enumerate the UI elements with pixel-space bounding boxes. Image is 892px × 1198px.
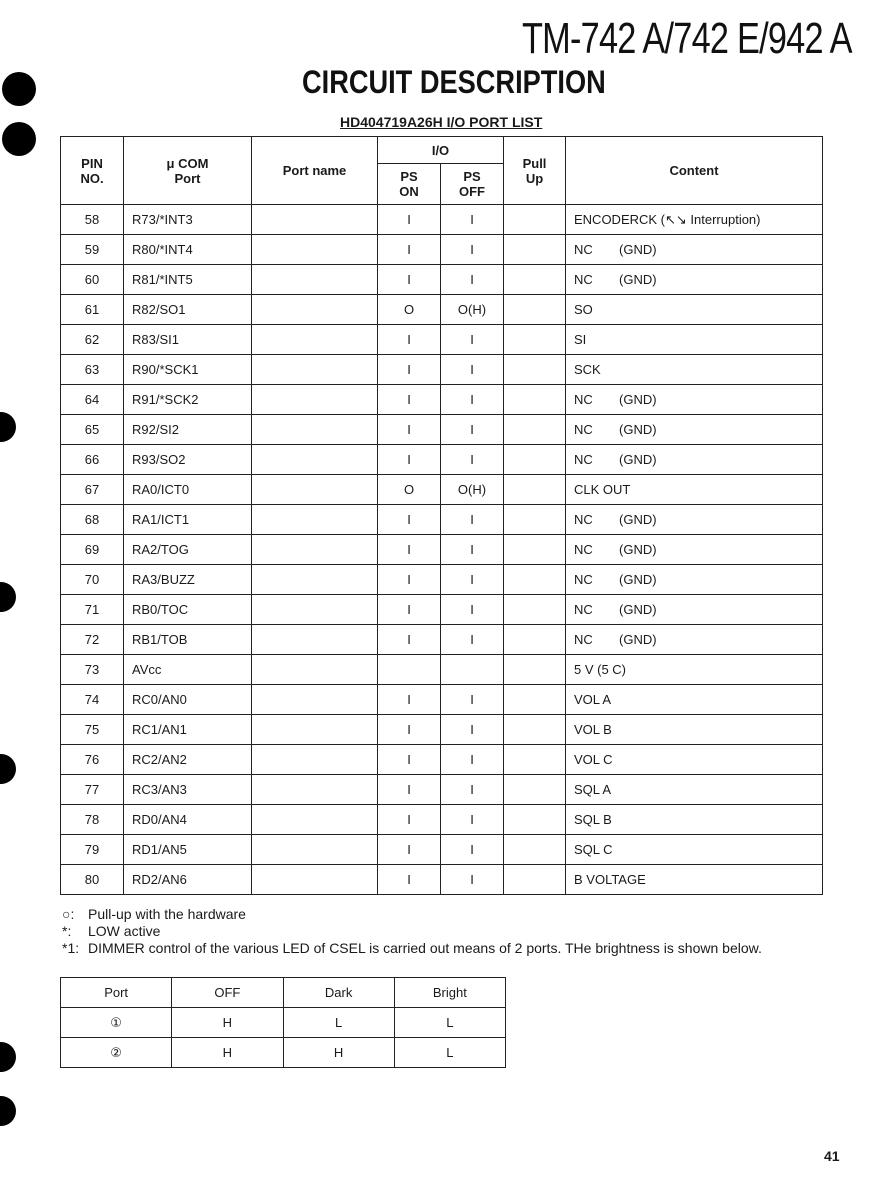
- content-cell: [566, 655, 823, 685]
- ucom-port-cell: RD0/AN4: [124, 805, 252, 835]
- content-text: CLK OUT: [574, 482, 631, 497]
- port-name-cell: [252, 505, 378, 535]
- pin-cell: 61: [61, 295, 124, 325]
- pull-up-cell: [504, 295, 566, 325]
- ps-on-cell: I: [378, 685, 441, 715]
- binder-hole-side-2: [0, 582, 16, 612]
- ps-on-cell: I: [378, 805, 441, 835]
- content-text: NC: [574, 392, 593, 407]
- content-text: SQL B: [574, 812, 612, 827]
- dimmer-header-cell: Bright: [394, 978, 505, 1008]
- port-name-cell: [252, 295, 378, 325]
- port-name-cell: [252, 775, 378, 805]
- ucom-port-cell: R81/*INT5: [124, 265, 252, 295]
- content-cell: [566, 565, 823, 595]
- table-row: [61, 415, 823, 445]
- pull-up-cell: [504, 325, 566, 355]
- ps-on-cell: I: [378, 385, 441, 415]
- ps-off-cell: I: [441, 715, 504, 745]
- ps-off-cell: I: [441, 775, 504, 805]
- ps-on-cell: I: [378, 835, 441, 865]
- table-row: [61, 805, 823, 835]
- content-text: VOL C: [574, 752, 613, 767]
- content-text: NC: [574, 422, 593, 437]
- pull-up-cell: [504, 445, 566, 475]
- pull-up-cell: [504, 865, 566, 895]
- ps-on-cell: O: [378, 295, 441, 325]
- pin-cell: 74: [61, 685, 124, 715]
- pull-up-cell: [504, 745, 566, 775]
- ucom-port-header: μ COM Port: [124, 137, 252, 205]
- pull-up-cell: [504, 505, 566, 535]
- pin-cell: 72: [61, 625, 124, 655]
- table-row: [61, 745, 823, 775]
- content-cell: [566, 805, 823, 835]
- ps-on-cell: I: [378, 715, 441, 745]
- ucom-port-cell: R73/*INT3: [124, 205, 252, 235]
- port-name-cell: [252, 625, 378, 655]
- ucom-port-cell: RC2/AN2: [124, 745, 252, 775]
- binder-hole-side-5: [0, 1096, 16, 1126]
- dimmer-cell: ①: [61, 1008, 172, 1038]
- pin-cell: 73: [61, 655, 124, 685]
- ucom-port-cell: RC1/AN1: [124, 715, 252, 745]
- pin-cell: 75: [61, 715, 124, 745]
- dimmer-cell: L: [394, 1038, 505, 1068]
- ps-on-cell: I: [378, 355, 441, 385]
- pull-up-cell: [504, 835, 566, 865]
- port-name-cell: [252, 535, 378, 565]
- dimmer-row: [61, 1008, 506, 1038]
- table-row: [61, 385, 823, 415]
- ps-off-cell: I: [441, 745, 504, 775]
- ps-on-cell: I: [378, 445, 441, 475]
- ps-off-header: PS OFF: [441, 164, 504, 205]
- dimmer-cell: ②: [61, 1038, 172, 1068]
- content-cell: [566, 715, 823, 745]
- ps-off-cell: I: [441, 205, 504, 235]
- table-row: [61, 865, 823, 895]
- table-row: [61, 235, 823, 265]
- footnote-symbol: *:: [62, 923, 72, 939]
- pull-up-cell: [504, 355, 566, 385]
- table-row: [61, 535, 823, 565]
- table-row: [61, 475, 823, 505]
- pull-up-cell: [504, 595, 566, 625]
- pull-up-cell: [504, 385, 566, 415]
- port-name-cell: [252, 685, 378, 715]
- pull-up-cell: [504, 565, 566, 595]
- ps-off-cell: I: [441, 505, 504, 535]
- dimmer-cell: L: [283, 1008, 394, 1038]
- content-note: (GND): [619, 242, 657, 257]
- content-note: (GND): [619, 512, 657, 527]
- ucom-port-cell: RD1/AN5: [124, 835, 252, 865]
- ps-on-cell: I: [378, 625, 441, 655]
- content-text: NC: [574, 272, 593, 287]
- content-note: (GND): [619, 602, 657, 617]
- ucom-port-cell: R90/*SCK1: [124, 355, 252, 385]
- pin-cell: 67: [61, 475, 124, 505]
- content-cell: [566, 685, 823, 715]
- ps-on-cell: I: [378, 865, 441, 895]
- table-row: [61, 265, 823, 295]
- ps-on-cell: I: [378, 505, 441, 535]
- table-row: [61, 625, 823, 655]
- content-cell: [566, 835, 823, 865]
- port-name-cell: [252, 385, 378, 415]
- port-name-cell: [252, 655, 378, 685]
- table-row: [61, 775, 823, 805]
- dimmer-header-cell: Port: [61, 978, 172, 1008]
- dimmer-table: [60, 977, 506, 1068]
- footnote: [62, 940, 762, 957]
- table-row: [61, 325, 823, 355]
- ucom-port-cell: R91/*SCK2: [124, 385, 252, 415]
- ps-off-cell: I: [441, 385, 504, 415]
- pin-cell: 68: [61, 505, 124, 535]
- content-text: NC: [574, 512, 593, 527]
- page-number: 41: [824, 1148, 840, 1164]
- content-cell: [566, 235, 823, 265]
- content-text: NC: [574, 542, 593, 557]
- port-name-cell: [252, 715, 378, 745]
- content-note: (GND): [619, 392, 657, 407]
- pin-cell: 58: [61, 205, 124, 235]
- ps-on-cell: I: [378, 415, 441, 445]
- ps-off-cell: I: [441, 625, 504, 655]
- table-title: HD404719A26H I/O PORT LIST: [340, 114, 543, 130]
- content-cell: [566, 355, 823, 385]
- ps-on-cell: I: [378, 745, 441, 775]
- binder-hole-top-2: [2, 122, 36, 156]
- footnote-symbol: *1:: [62, 940, 80, 956]
- pin-cell: 66: [61, 445, 124, 475]
- pull-up-cell: [504, 655, 566, 685]
- content-cell: [566, 775, 823, 805]
- content-cell: [566, 745, 823, 775]
- ps-on-cell: I: [378, 775, 441, 805]
- footnote-text: LOW active: [88, 923, 161, 939]
- pin-cell: 79: [61, 835, 124, 865]
- content-note: (GND): [619, 632, 657, 647]
- pin-cell: 71: [61, 595, 124, 625]
- ps-off-cell: I: [441, 685, 504, 715]
- content-cell: [566, 265, 823, 295]
- footnotes: [62, 906, 762, 957]
- content-text: NC: [574, 242, 593, 257]
- io-port-table: [60, 136, 823, 895]
- table-row: [61, 445, 823, 475]
- port-name-cell: [252, 355, 378, 385]
- ucom-port-cell: R80/*INT4: [124, 235, 252, 265]
- ps-on-cell: I: [378, 535, 441, 565]
- ps-on-cell: I: [378, 235, 441, 265]
- content-text: NC: [574, 572, 593, 587]
- ps-on-cell: I: [378, 205, 441, 235]
- ps-off-cell: I: [441, 325, 504, 355]
- ucom-port-cell: RD2/AN6: [124, 865, 252, 895]
- pin-cell: 70: [61, 565, 124, 595]
- table-row: [61, 205, 823, 235]
- content-note: (GND): [619, 422, 657, 437]
- pull-up-cell: [504, 205, 566, 235]
- content-cell: [566, 205, 823, 235]
- dimmer-header-cell: OFF: [172, 978, 283, 1008]
- dimmer-cell: H: [172, 1038, 283, 1068]
- table-row: [61, 835, 823, 865]
- content-note: (GND): [619, 272, 657, 287]
- pull-up-cell: [504, 415, 566, 445]
- section-title: CIRCUIT DESCRIPTION: [302, 64, 606, 100]
- port-name-cell: [252, 445, 378, 475]
- port-name-cell: [252, 565, 378, 595]
- pin-cell: 77: [61, 775, 124, 805]
- content-cell: [566, 385, 823, 415]
- pull-up-header: Pull Up: [504, 137, 566, 205]
- content-text: SQL A: [574, 782, 612, 797]
- dimmer-cell: H: [172, 1008, 283, 1038]
- ps-off-cell: I: [441, 265, 504, 295]
- port-name-cell: [252, 835, 378, 865]
- ucom-port-cell: RB0/TOC: [124, 595, 252, 625]
- pull-up-cell: [504, 775, 566, 805]
- content-cell: [566, 595, 823, 625]
- pin-cell: 64: [61, 385, 124, 415]
- footnote-text: Pull-up with the hardware: [88, 906, 246, 922]
- port-name-cell: [252, 745, 378, 775]
- ps-on-cell: I: [378, 565, 441, 595]
- table-row: [61, 655, 823, 685]
- ucom-port-cell: R83/SI1: [124, 325, 252, 355]
- content-text: NC: [574, 452, 593, 467]
- port-name-cell: [252, 475, 378, 505]
- pull-up-cell: [504, 805, 566, 835]
- pin-cell: 78: [61, 805, 124, 835]
- content-header: Content: [566, 137, 823, 205]
- port-name-cell: [252, 265, 378, 295]
- content-cell: [566, 445, 823, 475]
- pull-up-cell: [504, 685, 566, 715]
- table-row: [61, 715, 823, 745]
- ps-off-cell: I: [441, 865, 504, 895]
- pull-up-cell: [504, 715, 566, 745]
- ucom-port-cell: R82/SO1: [124, 295, 252, 325]
- ps-on-cell: I: [378, 265, 441, 295]
- ucom-port-cell: RA0/ICT0: [124, 475, 252, 505]
- port-name-cell: [252, 865, 378, 895]
- dimmer-cell: L: [394, 1008, 505, 1038]
- content-cell: [566, 625, 823, 655]
- dimmer-cell: H: [283, 1038, 394, 1068]
- ps-on-cell: I: [378, 325, 441, 355]
- ps-off-cell: I: [441, 445, 504, 475]
- ps-on-cell: O: [378, 475, 441, 505]
- ucom-port-cell: RB1/TOB: [124, 625, 252, 655]
- ucom-port-cell: AVcc: [124, 655, 252, 685]
- port-name-cell: [252, 595, 378, 625]
- pin-cell: 59: [61, 235, 124, 265]
- ps-off-cell: O(H): [441, 475, 504, 505]
- dimmer-header-cell: Dark: [283, 978, 394, 1008]
- table-row: [61, 565, 823, 595]
- table-row: [61, 595, 823, 625]
- ps-off-cell: I: [441, 835, 504, 865]
- pin-header: PIN NO.: [61, 137, 124, 205]
- table-row: [61, 355, 823, 385]
- binder-hole-side-4: [0, 1042, 16, 1072]
- ucom-port-cell: RC3/AN3: [124, 775, 252, 805]
- pin-cell: 65: [61, 415, 124, 445]
- ps-off-cell: [441, 655, 504, 685]
- table-row: [61, 685, 823, 715]
- content-cell: [566, 325, 823, 355]
- ps-off-cell: I: [441, 235, 504, 265]
- ps-off-cell: I: [441, 805, 504, 835]
- footnote-text: DIMMER control of the various LED of CSEL is carried out means of 2 ports. THe brightness is shown below.: [88, 940, 762, 956]
- content-text: NC: [574, 602, 593, 617]
- pin-cell: 63: [61, 355, 124, 385]
- content-note: (GND): [619, 452, 657, 467]
- pull-up-cell: [504, 625, 566, 655]
- ucom-port-cell: R92/SI2: [124, 415, 252, 445]
- content-note: (GND): [619, 572, 657, 587]
- ps-on-cell: I: [378, 595, 441, 625]
- pin-cell: 76: [61, 745, 124, 775]
- port-name-header: Port name: [252, 137, 378, 205]
- port-name-cell: [252, 415, 378, 445]
- ucom-port-cell: RA3/BUZZ: [124, 565, 252, 595]
- pull-up-cell: [504, 535, 566, 565]
- content-text: VOL A: [574, 692, 612, 707]
- footnote: [62, 906, 762, 923]
- pull-up-cell: [504, 475, 566, 505]
- content-text: SQL C: [574, 842, 613, 857]
- port-name-cell: [252, 235, 378, 265]
- ucom-port-cell: RA1/ICT1: [124, 505, 252, 535]
- binder-hole-side-3: [0, 754, 16, 784]
- ps-on-header: PS ON: [378, 164, 441, 205]
- table-row: [61, 505, 823, 535]
- port-name-cell: [252, 805, 378, 835]
- ps-on-cell: [378, 655, 441, 685]
- pin-cell: 62: [61, 325, 124, 355]
- ps-off-cell: I: [441, 415, 504, 445]
- footnote-symbol: ○:: [62, 906, 75, 922]
- dimmer-row: [61, 1038, 506, 1068]
- io-header: I/O: [378, 137, 504, 164]
- content-cell: [566, 535, 823, 565]
- content-text: SI: [574, 332, 587, 347]
- content-cell: [566, 505, 823, 535]
- ucom-port-cell: R93/SO2: [124, 445, 252, 475]
- content-text: B VOLTAGE: [574, 872, 646, 887]
- pull-up-cell: [504, 265, 566, 295]
- content-text: NC: [574, 632, 593, 647]
- table-row: [61, 295, 823, 325]
- footnote: [62, 923, 762, 940]
- ps-off-cell: I: [441, 565, 504, 595]
- content-text: SO: [574, 302, 593, 317]
- model-title: TM-742 A/742 E/942 A: [522, 14, 852, 63]
- ps-off-cell: O(H): [441, 295, 504, 325]
- pin-cell: 80: [61, 865, 124, 895]
- content-text: ENCODERCK (↖↘ Interruption): [574, 211, 761, 227]
- ps-off-cell: I: [441, 535, 504, 565]
- content-cell: [566, 295, 823, 325]
- content-text: VOL B: [574, 722, 612, 737]
- content-note: (GND): [619, 542, 657, 557]
- ps-off-cell: I: [441, 355, 504, 385]
- content-cell: [566, 475, 823, 505]
- ps-off-cell: I: [441, 595, 504, 625]
- pull-up-cell: [504, 235, 566, 265]
- port-name-cell: [252, 205, 378, 235]
- pin-cell: 69: [61, 535, 124, 565]
- ucom-port-cell: RC0/AN0: [124, 685, 252, 715]
- binder-hole-side-1: [0, 412, 16, 442]
- port-name-cell: [252, 325, 378, 355]
- binder-hole-top-1: [2, 72, 36, 106]
- ucom-port-cell: RA2/TOG: [124, 535, 252, 565]
- content-text: 5 V (5 C): [574, 662, 627, 677]
- content-cell: [566, 865, 823, 895]
- pin-cell: 60: [61, 265, 124, 295]
- content-cell: [566, 415, 823, 445]
- content-text: SCK: [574, 362, 601, 377]
